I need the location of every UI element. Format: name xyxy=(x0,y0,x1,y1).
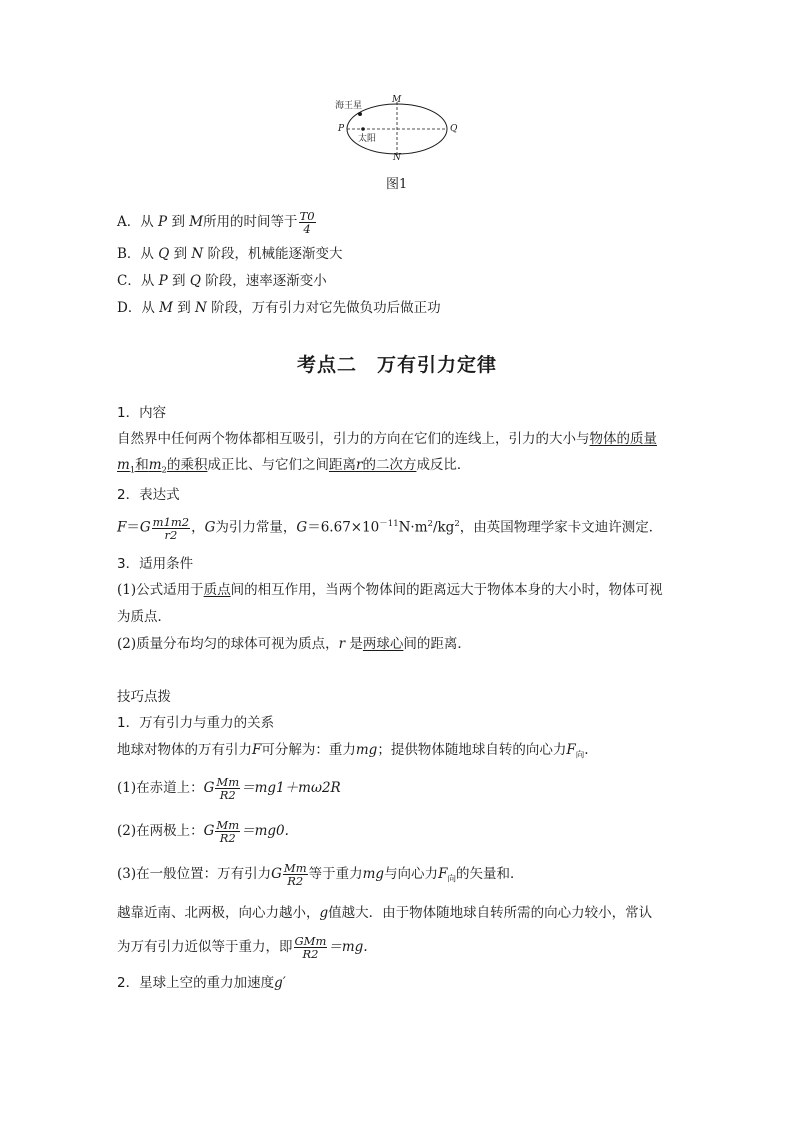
label-M: M xyxy=(392,95,402,105)
label-N: N xyxy=(393,153,401,163)
explanation-line-2: 为万有引力近似等于重力，即 $\frac{\text{GMm}}{R2}$ ＝mg. xyxy=(117,934,368,961)
label-Q: Q xyxy=(450,124,458,134)
content-line-2: $m_1$和$m_2$的乘积成正比、与它们之间距离r的二次方成反比． xyxy=(117,457,471,476)
option-B: B．从 Q 到 N 阶段，机械能逐渐变大 xyxy=(117,246,343,262)
figure-caption: 图1 xyxy=(386,177,408,192)
option-D: D．从 M 到 N 阶段，万有引力对它先做负功后做正功 xyxy=(117,300,441,316)
explanation-line-1: 越靠近南、北两极，向心力越小，g值越大．由于物体随地球自转所需的向心力较小，常认 xyxy=(117,905,653,921)
label-neptune: 海王星 xyxy=(335,101,363,111)
option-C: C．从 P 到 Q 阶段，速率逐渐变小 xyxy=(117,273,327,289)
tips-heading: 技巧点拨 xyxy=(117,689,171,705)
label-sun: 太阳 xyxy=(358,134,377,144)
fraction-T0-over-4: $\frac{T0}{4}$ xyxy=(299,209,315,236)
conditions-line-1: (1)公式适用于质点间的相互作用，当两个物体间的距离远大于物体本身的大小时，物体可视 xyxy=(117,582,663,598)
label-P: P xyxy=(338,124,345,134)
gravitation-formula: F＝G $\frac{m1m2}{r2}$ ，G为引力常量，$G=6.67\times 10^{-11}N\cdot m^2/kg^2$，由英国物理学家卡文迪许测定． xyxy=(117,514,663,542)
poles-equation: (2)在两极上：G $\frac{Mm}{R2}$ ＝mg0. xyxy=(117,818,289,845)
heading-content: 1．内容 xyxy=(117,405,167,421)
equator-equation: (1)在赤道上：G $\frac{Mm}{R2}$ ＝mg1＋mω2R xyxy=(117,775,341,802)
tips-line-1: 地球对物体的万有引力F可分解为：重力mg；提供物体随地球自转的向心力$F_向$. xyxy=(117,742,589,761)
section-title: 考点二 万有引力定律 xyxy=(296,354,497,376)
heading-conditions: 3．适用条件 xyxy=(117,556,194,572)
conditions-line-3: (2)质量分布均匀的球体可视为质点，r 是两球心间的距离． xyxy=(117,636,471,652)
neptune-dot xyxy=(358,112,362,116)
general-position-equation: (3)在一般位置：万有引力G $\frac{Mm}{R2}$ 等于重力mg与向心力$F_向$的矢量和． xyxy=(117,861,524,888)
tips-point-2: 2．星球上空的重力加速度g′ xyxy=(117,975,286,991)
tips-point-1: 1．万有引力与重力的关系 xyxy=(117,715,275,731)
fraction-m1m2-over-r2: $\frac{m1m2}{r2}$ xyxy=(152,514,190,542)
conditions-line-2: 为质点． xyxy=(117,609,171,625)
content-line-1: 自然界中任何两个物体都相互吸引，引力的方向在它们的连线上，引力的大小与物体的质量 xyxy=(117,431,657,447)
option-A: A．从 P 到 M所用的时间等于 $\frac{T0}{4}$ xyxy=(117,209,315,236)
heading-expression: 2．表达式 xyxy=(117,487,180,503)
